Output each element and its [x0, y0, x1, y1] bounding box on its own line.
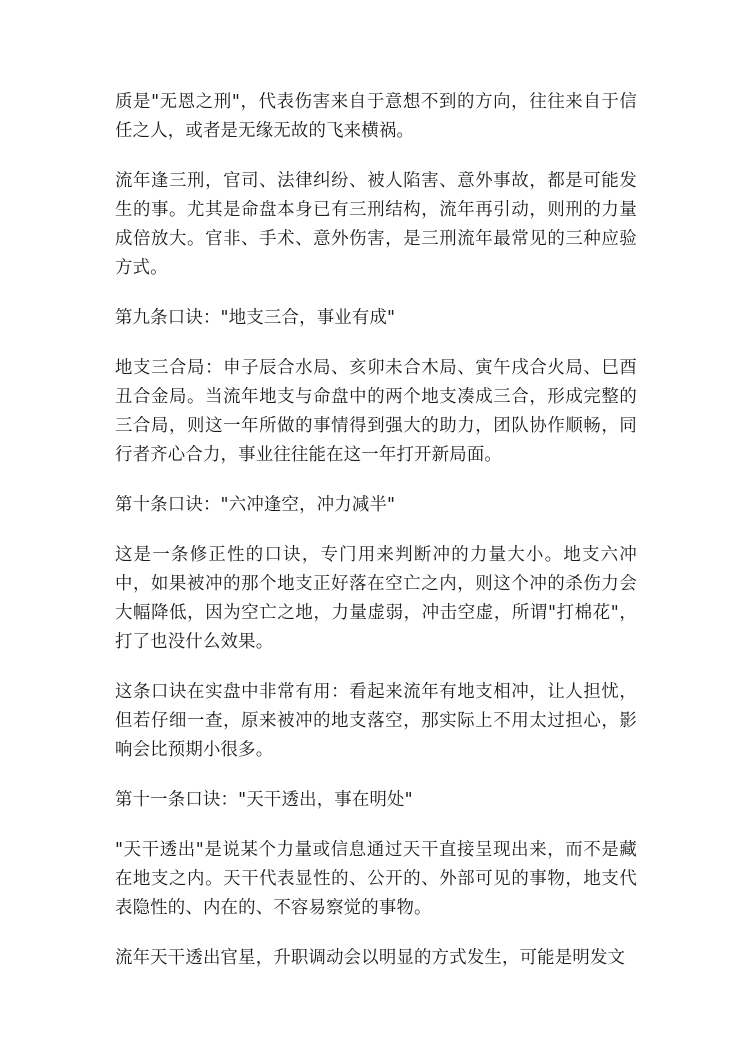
paragraph-tiangan-touchu: "天干透出"是说某个力量或信息通过天干直接呈现出来，而不是藏在地支之内。天干代表显性的、公开的、外部可见的事物，地支代表隐性的、内在的、不容易察觉的事物。 [115, 840, 637, 918]
paragraph-liuchong-kongwang: 这是一条修正性的口诀，专门用来判断冲的力量大小。地支六冲中，如果被冲的那个地支正好落在空亡之内，则这个冲的杀伤力会大幅降低，因为空亡之地，力量虚弱，冲击空虚，所谓"打棉花"，打了也没什么效果。 [115, 545, 637, 652]
heading-rule-9: 第九条口诀："地支三合，事业有成" [115, 308, 396, 328]
paragraph-shipan-usage: 这条口诀在实盘中非常有用：看起来流年有地支相冲，让人担忧，但若仔细一查，原来被冲的地支落空，那实际上不用太过担心，影响会比预期小很多。 [115, 682, 637, 760]
paragraph-wuen-xing: 质是"无恩之刑"，代表伤害来自于意想不到的方向，往往来自于信任之人，或者是无缘无故的飞来横祸。 [115, 92, 637, 141]
paragraph-guanxing: 流年天干透出官星，升职调动会以明显的方式发生，可能是明发文 [115, 948, 626, 968]
heading-rule-11: 第十一条口诀："天干透出，事在明处" [115, 790, 413, 810]
heading-rule-10: 第十条口诀："六冲逢空，冲力减半" [115, 495, 396, 515]
document-page [115, 88, 637, 994]
paragraph-dizhi-sanhe: 地支三合局：申子辰合水局、亥卯未合木局、寅午戌合火局、巳酉丑合金局。当流年地支与命盘中的两个地支凑成三合，形成完整的三合局，则这一年所做的事情得到强大的助力，团队协作顺畅，同行者齐心合力，事业往往能在这一年打开新局面。 [115, 358, 637, 465]
paragraph-liunian-sanxing: 流年逢三刑，官司、法律纠纷、被人陷害、意外事故，都是可能发生的事。尤其是命盘本身已有三刑结构，流年再引动，则刑的力量成倍放大。官非、手术、意外伤害，是三刑流年最常见的三种应验方式。 [115, 171, 637, 278]
